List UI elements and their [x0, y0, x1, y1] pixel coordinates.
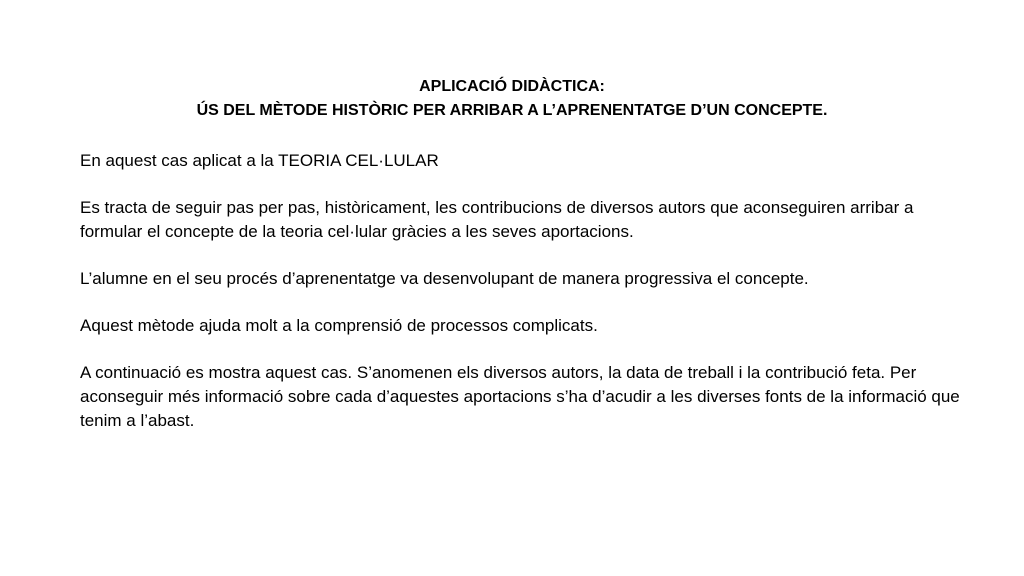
paragraph-description: Es tracta de seguir pas per pas, històricament, les contribucions de diversos autors que aconseguiren arribar a formular el concepte de la teoria cel·lular gràcies a les seves aportacions.: [80, 198, 914, 241]
slide-body: [80, 149, 970, 456]
paragraph-learning: L’alumne en el seu procés d’aprenentatge va desenvolupant de manera progressiva el concepte.: [80, 269, 809, 288]
title-line-1: APLICACIÓ DIDÀCTICA:: [419, 78, 605, 95]
title-line-2: ÚS DEL MÈTODE HISTÒRIC PER ARRIBAR A L’APRENENTATGE D’UN CONCEPTE.: [196, 102, 828, 119]
paragraph-method: Aquest mètode ajuda molt a la comprensió de processos complicats.: [80, 316, 598, 335]
paragraph-context: En aquest cas aplicat a la TEORIA CEL·LULAR: [80, 151, 439, 170]
paragraph-continuation: A continuació es mostra aquest cas. S’anomenen els diversos autors, la data de treball i la contribució feta. Per aconseguir més informació sobre cada d’aquestes aportacions s’ha d’acudir a les diverses fonts de la informació que tenim a l’abast.: [80, 363, 960, 430]
slide-title: [0, 75, 1024, 123]
